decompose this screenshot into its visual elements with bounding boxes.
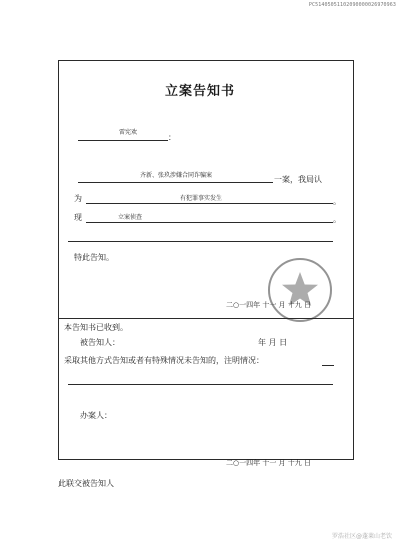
- wei-label: 为: [74, 194, 82, 203]
- decision-underline: [86, 222, 333, 223]
- handler-label: 办案人：: [80, 411, 112, 420]
- other-ways-text: 采取其他方式告知或者有特殊情况未告知的，注明情况：: [64, 356, 264, 365]
- addressee-underline: [78, 140, 168, 141]
- reason-period: 。: [333, 197, 341, 206]
- other-ways-underline: [68, 384, 333, 385]
- notified-person-label: 被告知人：: [80, 338, 120, 347]
- received-text: 本告知书已收到。: [64, 323, 128, 332]
- watermark: 罗浩社区@蓬莱山老饮: [331, 533, 392, 540]
- date-bottom: 二○一四年 十一 月 十九 日: [226, 459, 312, 467]
- case-name: 齐新、张玖涉嫌合同诈骗案: [140, 172, 213, 179]
- reason-underline: [86, 203, 333, 204]
- footer-text: 此联交被告知人: [58, 479, 114, 488]
- document-title: 立案告知书: [164, 84, 235, 99]
- section-divider: [58, 318, 354, 319]
- case-line-tail: 一案，我局认: [274, 175, 322, 184]
- document-serial-number: PC51405051102090000026970963: [308, 2, 396, 8]
- case-underline: [78, 182, 273, 183]
- date-top: 二○一四年 十一 月 十九 日: [226, 301, 312, 309]
- xian-label: 现: [74, 213, 82, 222]
- addressee-colon: ：: [168, 133, 176, 142]
- decision-text: 立案侦查: [118, 214, 143, 221]
- notice-text: 特此告知。: [74, 253, 114, 262]
- blank-underline: [68, 241, 333, 242]
- other-ways-underline-end: [322, 365, 334, 366]
- addressee-name: 雷宪欢: [119, 129, 138, 136]
- notified-date-label: 年 月 日: [258, 338, 288, 347]
- reason-text: 有犯罪事实发生: [180, 195, 223, 202]
- decision-period: 。: [333, 215, 341, 224]
